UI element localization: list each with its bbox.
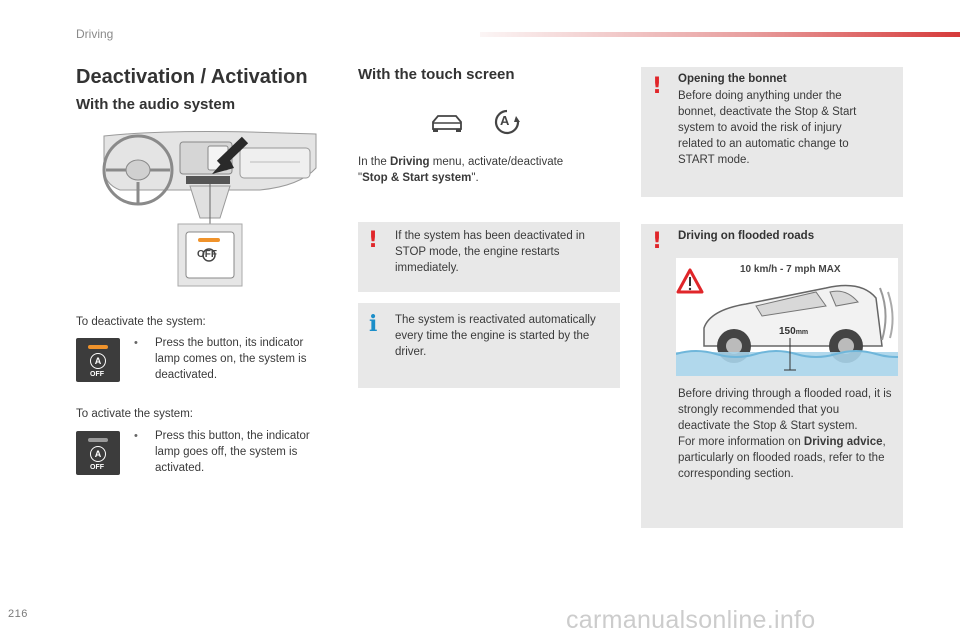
bullet-icon: • — [134, 337, 138, 349]
touch-screen-heading: With the touch screen — [358, 66, 515, 83]
info-text: The system is reactivated automatically every time the engine is started by the driver. — [395, 314, 596, 358]
button-lamp-on — [76, 338, 120, 382]
touch-screen-instruction: In the Driving menu, activate/deactivate "Stop & Start system". — [358, 156, 564, 184]
stop-start-icon-letter: A — [500, 113, 510, 128]
flood-depth: 150mm — [779, 326, 809, 337]
section-header: Driving — [76, 27, 114, 41]
auto-start-stop-icon: A — [90, 353, 106, 369]
flood-text: Before driving through a flooded road, it is strongly recommended that you deactivate the Stop & Start system. For more information on Driving advice, particularly on flooded roads, refer to the corresponding section. — [678, 388, 892, 480]
deactivate-step: Press the button, its indicator lamp comes on, the system is deactivated. — [155, 337, 307, 381]
off-label: OFF — [90, 464, 104, 471]
flood-title: Driving on flooded roads — [678, 230, 815, 242]
watermark-link[interactable]: carmanualsonline.info — [566, 606, 816, 634]
indicator-lamp-off — [88, 438, 108, 442]
warning-panel-flooded-roads — [641, 224, 903, 528]
info-panel-reactivation — [358, 303, 620, 388]
warning-icon: ! — [368, 228, 379, 253]
page-title: Deactivation / Activation — [76, 66, 308, 88]
bonnet-title: Opening the bonnet — [678, 73, 787, 85]
warning-panel-stop-mode — [358, 222, 620, 292]
flood-speed-limit: 10 km/h - 7 mph MAX — [740, 264, 841, 275]
indicator-lamp-on — [88, 345, 108, 349]
info-icon: i — [369, 311, 378, 337]
bullet-icon: • — [134, 430, 138, 442]
activate-intro: To activate the system: — [76, 408, 193, 420]
warning-text: If the system has been deactivated in STOP mode, the engine restarts immediately. — [395, 230, 585, 274]
illustration-off-label: OFF — [197, 249, 217, 260]
warning-panel-bonnet — [641, 67, 903, 197]
off-label: OFF — [90, 371, 104, 378]
audio-system-heading: With the audio system — [76, 96, 236, 113]
dashboard-illustration — [100, 128, 322, 288]
car-icon — [430, 112, 466, 134]
deactivate-intro: To deactivate the system: — [76, 316, 206, 328]
page-number: 216 — [8, 608, 28, 620]
warning-icon: ! — [652, 229, 663, 254]
button-lamp-off — [76, 431, 120, 475]
bonnet-text: Before doing anything under the bonnet, deactivate the Stop & Start system to avoid the risk of injury related to an automatic change to START mode. — [678, 90, 857, 166]
warning-icon: ! — [652, 74, 663, 99]
auto-start-stop-icon: A — [90, 446, 106, 462]
header-accent-bar — [480, 32, 960, 37]
flooded-road-illustration — [676, 258, 898, 376]
activate-step: Press this button, the indicator lamp goes off, the system is activated. — [155, 430, 310, 474]
